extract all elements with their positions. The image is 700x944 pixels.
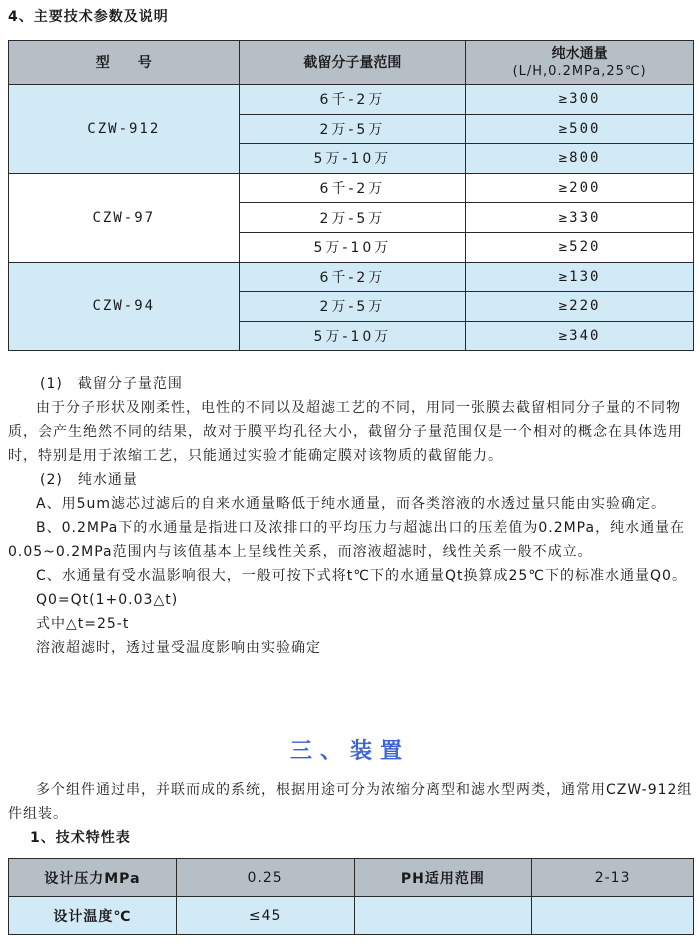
table-row xyxy=(9,859,694,897)
range-cell: 5万-10万 xyxy=(239,144,466,174)
model-cell: CZW-94 xyxy=(9,262,240,351)
section-title: 三、装置 xyxy=(289,739,410,764)
flux-cell: ≥300 xyxy=(466,85,694,115)
feature-label-cell xyxy=(354,897,532,935)
model-cell: CZW-97 xyxy=(9,173,240,262)
feature-label-cell: 设计压力MPa xyxy=(9,859,177,897)
flux-cell: ≥220 xyxy=(466,292,694,322)
range-cell: 5万-10万 xyxy=(239,321,466,351)
model-cell: CZW-912 xyxy=(9,85,240,174)
note-c-text: C、水通量有受水温影响很大，一般可按下式将t℃下的水通量Qt换算成25℃下的标准水通量Q0。 xyxy=(36,568,687,584)
range-cell: 2万-5万 xyxy=(239,203,466,233)
note-1-title: (1) 截留分子量范围 xyxy=(40,376,183,392)
feature-value-cell: 0.25 xyxy=(176,859,354,897)
flux-cell: ≥330 xyxy=(466,203,694,233)
feature-value-cell: 2-13 xyxy=(532,859,694,897)
feature-label-cell: PH适用范围 xyxy=(354,859,532,897)
note-a-text: A、用5um滤芯过滤后的自来水通量略低于纯水通量，而各类溶液的水透过量只能由实验确定。 xyxy=(36,496,666,512)
feature-value-cell: ≤45 xyxy=(176,897,354,935)
range-cell: 6千-2万 xyxy=(239,85,466,115)
feature-table xyxy=(8,858,694,935)
header-flux xyxy=(466,41,694,85)
formula-where: 式中△t=25-t xyxy=(36,616,130,632)
flux-cell: ≥130 xyxy=(466,262,694,292)
note-2-title: (2) 纯水通量 xyxy=(40,472,138,488)
sub-heading: 1、技术特性表 xyxy=(30,830,131,846)
feature-value-cell xyxy=(532,897,694,935)
header-flux-unit: (L/H,0.2MPa,25℃) xyxy=(512,63,647,79)
table-row xyxy=(9,85,694,115)
feature-label-cell: 设计温度℃ xyxy=(9,897,177,935)
note-1-text: 由于分子形状及刚柔性，电性的不同以及超滤工艺的不同，用同一张膜去截留相同分子量的不同物质，会产生绝然不同的结果，故对于膜平均孔径大小，截留分子量范围仅是一个相对的概念在具体选用时，特别是用于浓缩工艺，只能通过实验才能确定膜对该物质的截留能力。 xyxy=(8,400,683,464)
range-cell: 5万-10万 xyxy=(239,232,466,262)
flux-cell: ≥520 xyxy=(466,232,694,262)
range-cell: 2万-5万 xyxy=(239,114,466,144)
range-cell: 2万-5万 xyxy=(239,292,466,322)
table-row xyxy=(9,262,694,292)
spec-table xyxy=(8,40,694,351)
header-range: 截留分子量范围 xyxy=(239,41,466,85)
section-intro: 多个组件通过串，并联而成的系统，根据用途可分为浓缩分离型和滤水型两类，通常用CZW-912组件组装。 xyxy=(8,782,693,822)
formula: Q0=Qt(1+0.03△t) xyxy=(36,592,179,608)
flux-cell: ≥500 xyxy=(466,114,694,144)
table-row xyxy=(9,897,694,935)
flux-cell: ≥200 xyxy=(466,173,694,203)
flux-cell: ≥340 xyxy=(466,321,694,351)
header-model: 型 号 xyxy=(9,41,240,85)
range-cell: 6千-2万 xyxy=(239,262,466,292)
range-cell: 6千-2万 xyxy=(239,173,466,203)
header-flux-title: 纯水通量 xyxy=(551,45,608,62)
spec-table-header xyxy=(9,41,694,85)
section-heading: 4、主要技术参数及说明 xyxy=(8,9,169,25)
table-row xyxy=(9,173,694,203)
flux-cell: ≥800 xyxy=(466,144,694,174)
solution-note: 溶液超滤时，透过量受温度影响由实验确定 xyxy=(36,640,321,656)
notes-block xyxy=(8,372,694,660)
note-b-text: B、0.2MPa下的水通量是指进口及浓排口的平均压力与超滤出口的压差值为0.2MPa，纯水通量在0.05~0.2MPa范围内与该值基本上呈线性关系，而溶液超滤时，线性关系一般不成立。 xyxy=(8,520,686,560)
